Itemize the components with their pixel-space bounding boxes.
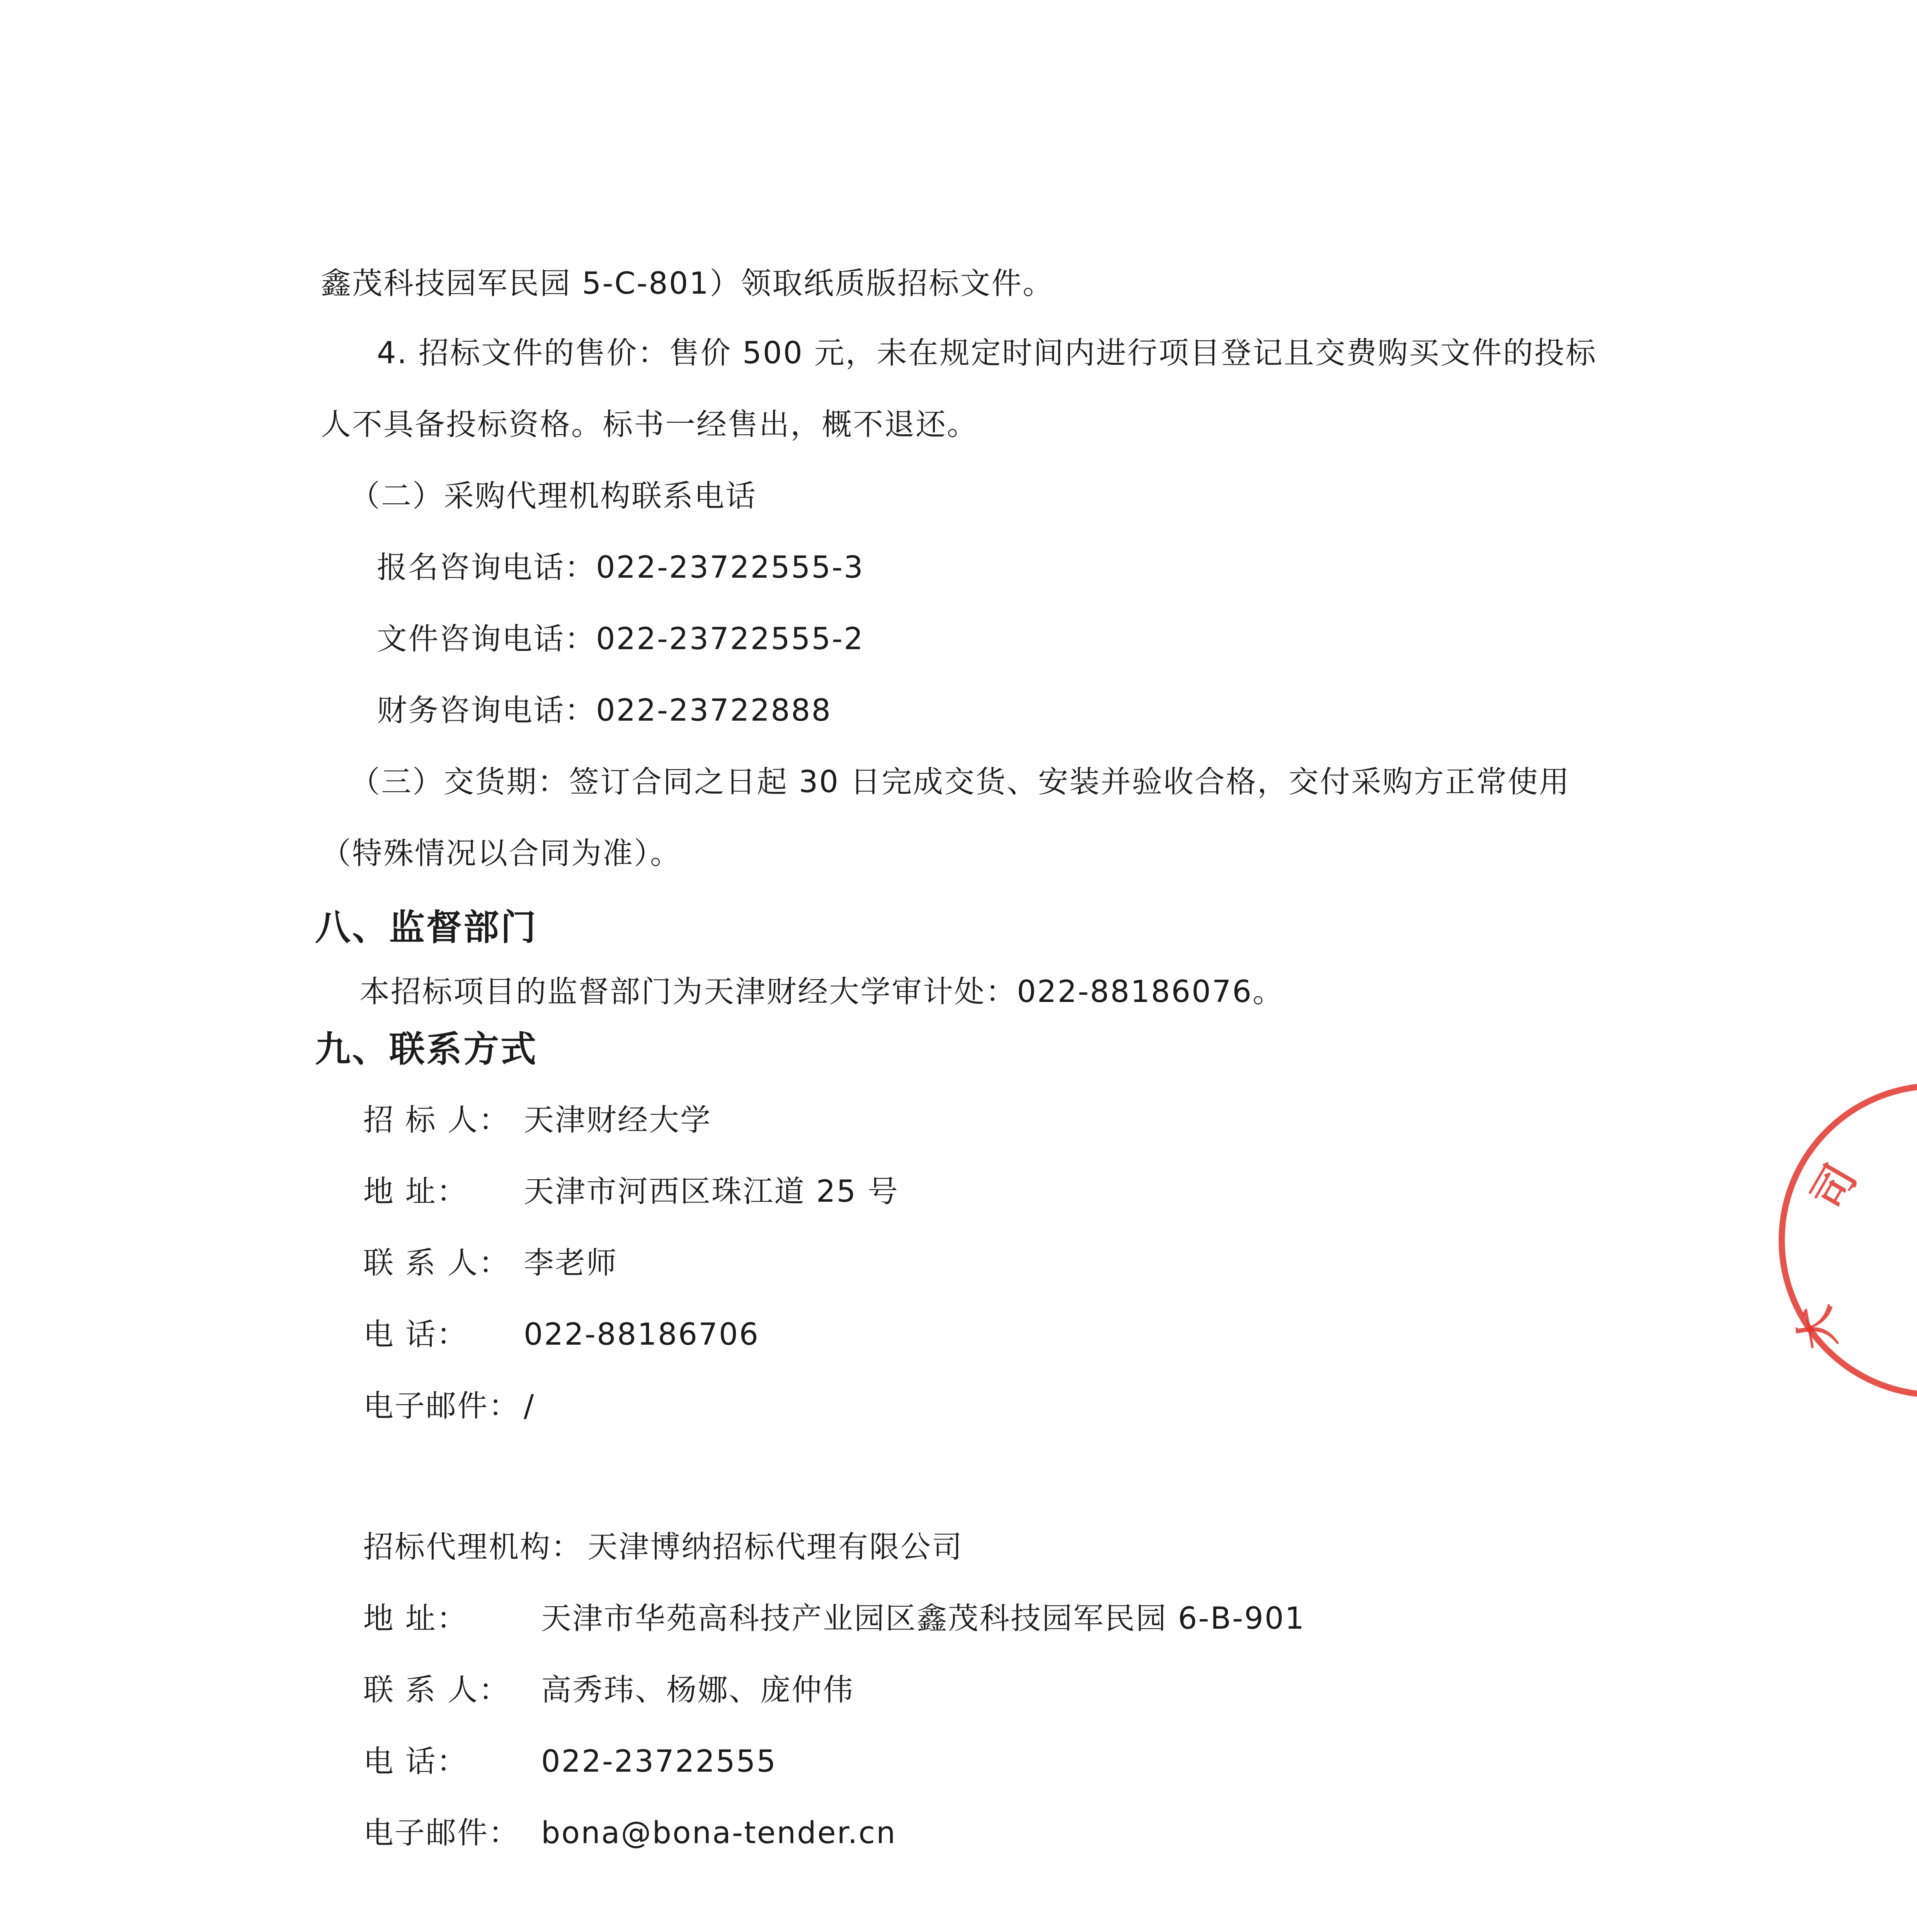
tenderer-name: 天津财经大学 bbox=[524, 1103, 712, 1138]
agency-address: 天津市华苑高科技产业园区鑫茂科技园军民园 6-B-901 bbox=[541, 1601, 1306, 1636]
partial-seal-stamp bbox=[1770, 1074, 1917, 1406]
tenderer-address: 天津市河西区珠江道 25 号 bbox=[524, 1174, 899, 1209]
tenderer-contact: 李老师 bbox=[524, 1246, 618, 1281]
price-line-2: 人不具备投标资格。标书一经售出，概不退还。 bbox=[321, 407, 979, 442]
tenderer-phone: 022-88186706 bbox=[524, 1317, 760, 1352]
agency-email: bona@bona-tender.cn bbox=[541, 1816, 897, 1850]
agency-phone: 022-23722555 bbox=[541, 1744, 777, 1779]
supervision-text: 本招标项目的监督部门为天津财经大学审计处：022-88186076。 bbox=[359, 975, 1284, 1009]
tenderer-phone-label: 电 话： bbox=[363, 1317, 468, 1352]
agency-contact: 高秀玮、杨娜、庞仲伟 bbox=[541, 1673, 855, 1708]
tenderer-address-label: 地 址： bbox=[363, 1174, 468, 1209]
agency-contact-label: 联 系 人： bbox=[363, 1673, 510, 1708]
agency-phone-label: 电 话： bbox=[363, 1744, 468, 1779]
tenderer-contact-label: 联 系 人： bbox=[363, 1246, 510, 1281]
signup-phone: 报名咨询电话：022-23722555-3 bbox=[377, 550, 864, 585]
tenderer-name-label: 招 标 人： bbox=[363, 1103, 510, 1138]
price-line-1: 4. 招标文件的售价：售价 500 元，未在规定时间内进行项目登记且交费购买文件的投标 bbox=[377, 336, 1597, 371]
contact-heading: 九、联系方式 bbox=[315, 1029, 538, 1070]
agency-email-label: 电子邮件： bbox=[363, 1816, 520, 1850]
document-phone: 文件咨询电话：022-23722555-2 bbox=[377, 622, 864, 656]
tenderer-email-label: 电子邮件： bbox=[363, 1389, 520, 1423]
tenderer-email: / bbox=[524, 1389, 535, 1423]
delivery-line-1: （三）交货期：签订合同之日起 30 日完成交货、安装并验收合格，交付采购方正常使用 bbox=[350, 765, 1570, 799]
supervision-heading: 八、监督部门 bbox=[315, 907, 538, 948]
delivery-line-2: （特殊情况以合同为准）。 bbox=[321, 836, 682, 871]
agency-phones-heading: （二）采购代理机构联系电话 bbox=[350, 479, 757, 514]
svg-text:大: 大 bbox=[1789, 1302, 1845, 1353]
svg-text:司: 司 bbox=[1802, 1156, 1866, 1218]
finance-phone: 财务咨询电话：022-23722888 bbox=[377, 693, 832, 728]
agency-name-label: 招标代理机构： bbox=[363, 1530, 583, 1565]
agency-address-label: 地 址： bbox=[363, 1601, 468, 1636]
agency-name: 天津博纳招标代理有限公司 bbox=[587, 1530, 964, 1565]
purchase-cont-line: 鑫茂科技园军民园 5-C-801）领取纸质版招标文件。 bbox=[321, 266, 1054, 301]
